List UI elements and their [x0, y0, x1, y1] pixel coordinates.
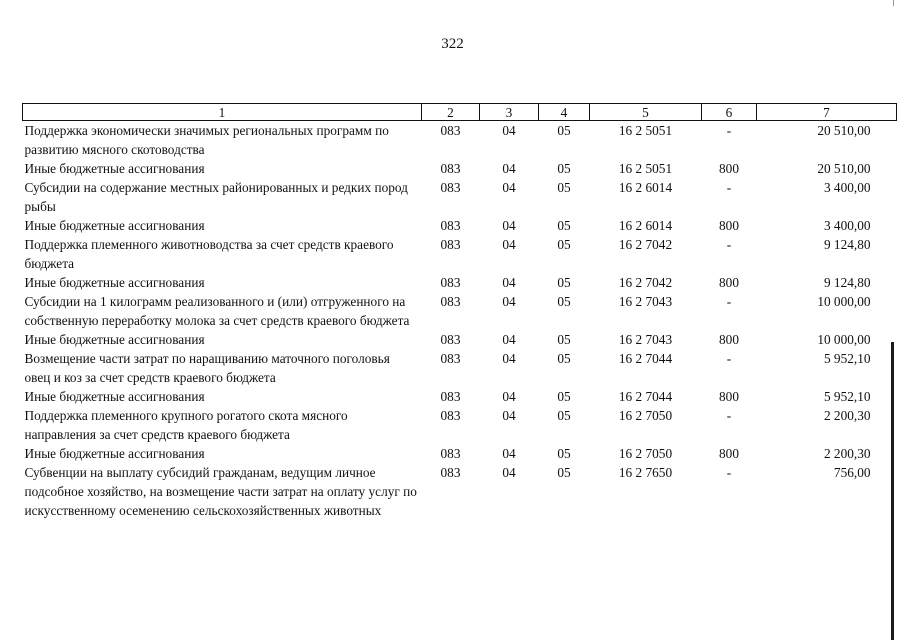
- row-name: Иные бюджетные ассигнования: [24, 161, 205, 176]
- row-target-code: 16 2 7044: [618, 351, 673, 366]
- row-section-code: 04: [502, 180, 516, 195]
- row-target-code: 16 2 5051: [618, 123, 673, 138]
- row-section-code: 04: [502, 218, 516, 233]
- table-row: [23, 273, 897, 292]
- row-expense-type: -: [726, 180, 732, 195]
- table-row: [23, 292, 897, 330]
- row-section-code: 04: [502, 465, 516, 480]
- row-ministry-code: 083: [440, 332, 461, 347]
- table-row: [23, 235, 897, 273]
- table-row: [23, 178, 897, 216]
- header-col-7: 7: [757, 104, 897, 121]
- row-name: Поддержка племенного крупного рогатого скота мясного направления за счет средств краевого бюджета: [24, 408, 348, 442]
- row-amount: 3 400,00: [823, 180, 871, 195]
- row-expense-type: 800: [719, 218, 739, 233]
- table-row: [23, 330, 897, 349]
- row-amount: 2 200,30: [823, 408, 871, 423]
- header-col-1: 1: [23, 104, 422, 121]
- row-subsection-code: 05: [557, 161, 571, 176]
- table-row: [23, 121, 897, 160]
- row-subsection-code: 05: [557, 408, 571, 423]
- row-expense-type: 800: [719, 332, 739, 347]
- row-section-code: 04: [502, 389, 516, 404]
- header-col-3: 3: [480, 104, 539, 121]
- table-body: [23, 121, 897, 521]
- row-expense-type: -: [726, 237, 732, 252]
- page-number: 322: [441, 36, 464, 52]
- row-amount: 3 400,00: [823, 218, 871, 233]
- table-row: [23, 444, 897, 463]
- header-col-2: 2: [422, 104, 480, 121]
- row-section-code: 04: [502, 351, 516, 366]
- row-name: Субсидии на содержание местных районированных и редких пород рыбы: [24, 180, 408, 214]
- row-expense-type: 800: [719, 389, 739, 404]
- row-name: Субсидии на 1 килограмм реализованного и (или) отгруженного на собственную переработку молока за счет средств краевого бюджета: [24, 294, 410, 328]
- row-ministry-code: 083: [440, 180, 461, 195]
- row-ministry-code: 083: [440, 446, 461, 461]
- row-expense-type: -: [726, 351, 732, 366]
- row-target-code: 16 2 6014: [618, 180, 673, 195]
- row-amount: 2 200,30: [823, 446, 871, 461]
- row-expense-type: -: [726, 123, 732, 138]
- row-name: Иные бюджетные ассигнования: [24, 332, 205, 347]
- row-section-code: 04: [502, 275, 516, 290]
- table-row: [23, 387, 897, 406]
- row-amount: 10 000,00: [817, 332, 871, 347]
- row-subsection-code: 05: [557, 123, 571, 138]
- table-row: [23, 406, 897, 444]
- row-amount: 20 510,00: [817, 161, 871, 176]
- row-ministry-code: 083: [440, 351, 461, 366]
- row-expense-type: 800: [719, 446, 739, 461]
- row-subsection-code: 05: [557, 275, 571, 290]
- row-target-code: 16 2 7042: [618, 237, 673, 252]
- row-subsection-code: 05: [557, 218, 571, 233]
- header-col-6: 6: [702, 104, 757, 121]
- row-section-code: 04: [502, 123, 516, 138]
- row-amount: 20 510,00: [817, 123, 871, 138]
- row-target-code: 16 2 7050: [618, 446, 673, 461]
- row-ministry-code: 083: [440, 237, 461, 252]
- row-subsection-code: 05: [557, 446, 571, 461]
- row-target-code: 16 2 7042: [618, 275, 673, 290]
- row-target-code: 16 2 7050: [618, 408, 673, 423]
- row-section-code: 04: [502, 332, 516, 347]
- row-section-code: 04: [502, 294, 516, 309]
- row-ministry-code: 083: [440, 465, 461, 480]
- row-target-code: 16 2 6014: [618, 218, 673, 233]
- row-expense-type: -: [726, 465, 732, 480]
- row-target-code: 16 2 7044: [618, 389, 673, 404]
- row-name: Иные бюджетные ассигнования: [24, 218, 205, 233]
- row-amount: 9 124,80: [823, 237, 871, 252]
- row-subsection-code: 05: [557, 389, 571, 404]
- row-section-code: 04: [502, 446, 516, 461]
- row-name: Иные бюджетные ассигнования: [24, 389, 205, 404]
- row-expense-type: 800: [719, 161, 739, 176]
- table-row: [23, 216, 897, 235]
- row-section-code: 04: [502, 237, 516, 252]
- row-ministry-code: 083: [440, 408, 461, 423]
- row-section-code: 04: [502, 408, 516, 423]
- row-ministry-code: 083: [440, 123, 461, 138]
- row-name: Поддержка племенного животноводства за счет средств краевого бюджета: [24, 237, 394, 271]
- row-ministry-code: 083: [440, 161, 461, 176]
- table-row: [23, 159, 897, 178]
- row-name: Возмещение части затрат по наращиванию маточного поголовья овец и коз за счет средств краевого бюджета: [24, 351, 390, 385]
- header-col-5: 5: [590, 104, 702, 121]
- row-section-code: 04: [502, 161, 516, 176]
- scan-edge-mark: [893, 0, 894, 6]
- row-name: Субвенции на выплату субсидий гражданам, ведущим личное подсобное хозяйство, на возмещение части затрат на оплату услуг по искусственному осеменению сельскохозяйственных животных: [24, 465, 417, 518]
- row-ministry-code: 083: [440, 389, 461, 404]
- row-subsection-code: 05: [557, 237, 571, 252]
- row-expense-type: 800: [719, 275, 739, 290]
- header-col-4: 4: [539, 104, 590, 121]
- row-subsection-code: 05: [557, 180, 571, 195]
- row-target-code: 16 2 5051: [618, 161, 673, 176]
- row-name: Поддержка экономически значимых региональных программ по развитию мясного скотоводства: [24, 123, 389, 157]
- row-expense-type: -: [726, 294, 732, 309]
- row-amount: 5 952,10: [823, 389, 871, 404]
- row-expense-type: -: [726, 408, 732, 423]
- row-target-code: 16 2 7043: [618, 294, 673, 309]
- row-subsection-code: 05: [557, 465, 571, 480]
- row-amount: 756,00: [833, 465, 871, 480]
- row-target-code: 16 2 7650: [618, 465, 673, 480]
- row-name: Иные бюджетные ассигнования: [24, 275, 205, 290]
- table-row: [23, 349, 897, 387]
- table-row: [23, 463, 897, 520]
- row-ministry-code: 083: [440, 294, 461, 309]
- row-ministry-code: 083: [440, 275, 461, 290]
- row-target-code: 16 2 7043: [618, 332, 673, 347]
- row-name: Иные бюджетные ассигнования: [24, 446, 205, 461]
- row-subsection-code: 05: [557, 351, 571, 366]
- table-header-row: [23, 104, 897, 121]
- row-ministry-code: 083: [440, 218, 461, 233]
- row-amount: 10 000,00: [817, 294, 871, 309]
- row-subsection-code: 05: [557, 332, 571, 347]
- scan-edge-line: [891, 342, 894, 640]
- budget-table: [22, 103, 897, 520]
- table-header: [23, 104, 897, 121]
- row-subsection-code: 05: [557, 294, 571, 309]
- row-amount: 5 952,10: [823, 351, 871, 366]
- row-amount: 9 124,80: [823, 275, 871, 290]
